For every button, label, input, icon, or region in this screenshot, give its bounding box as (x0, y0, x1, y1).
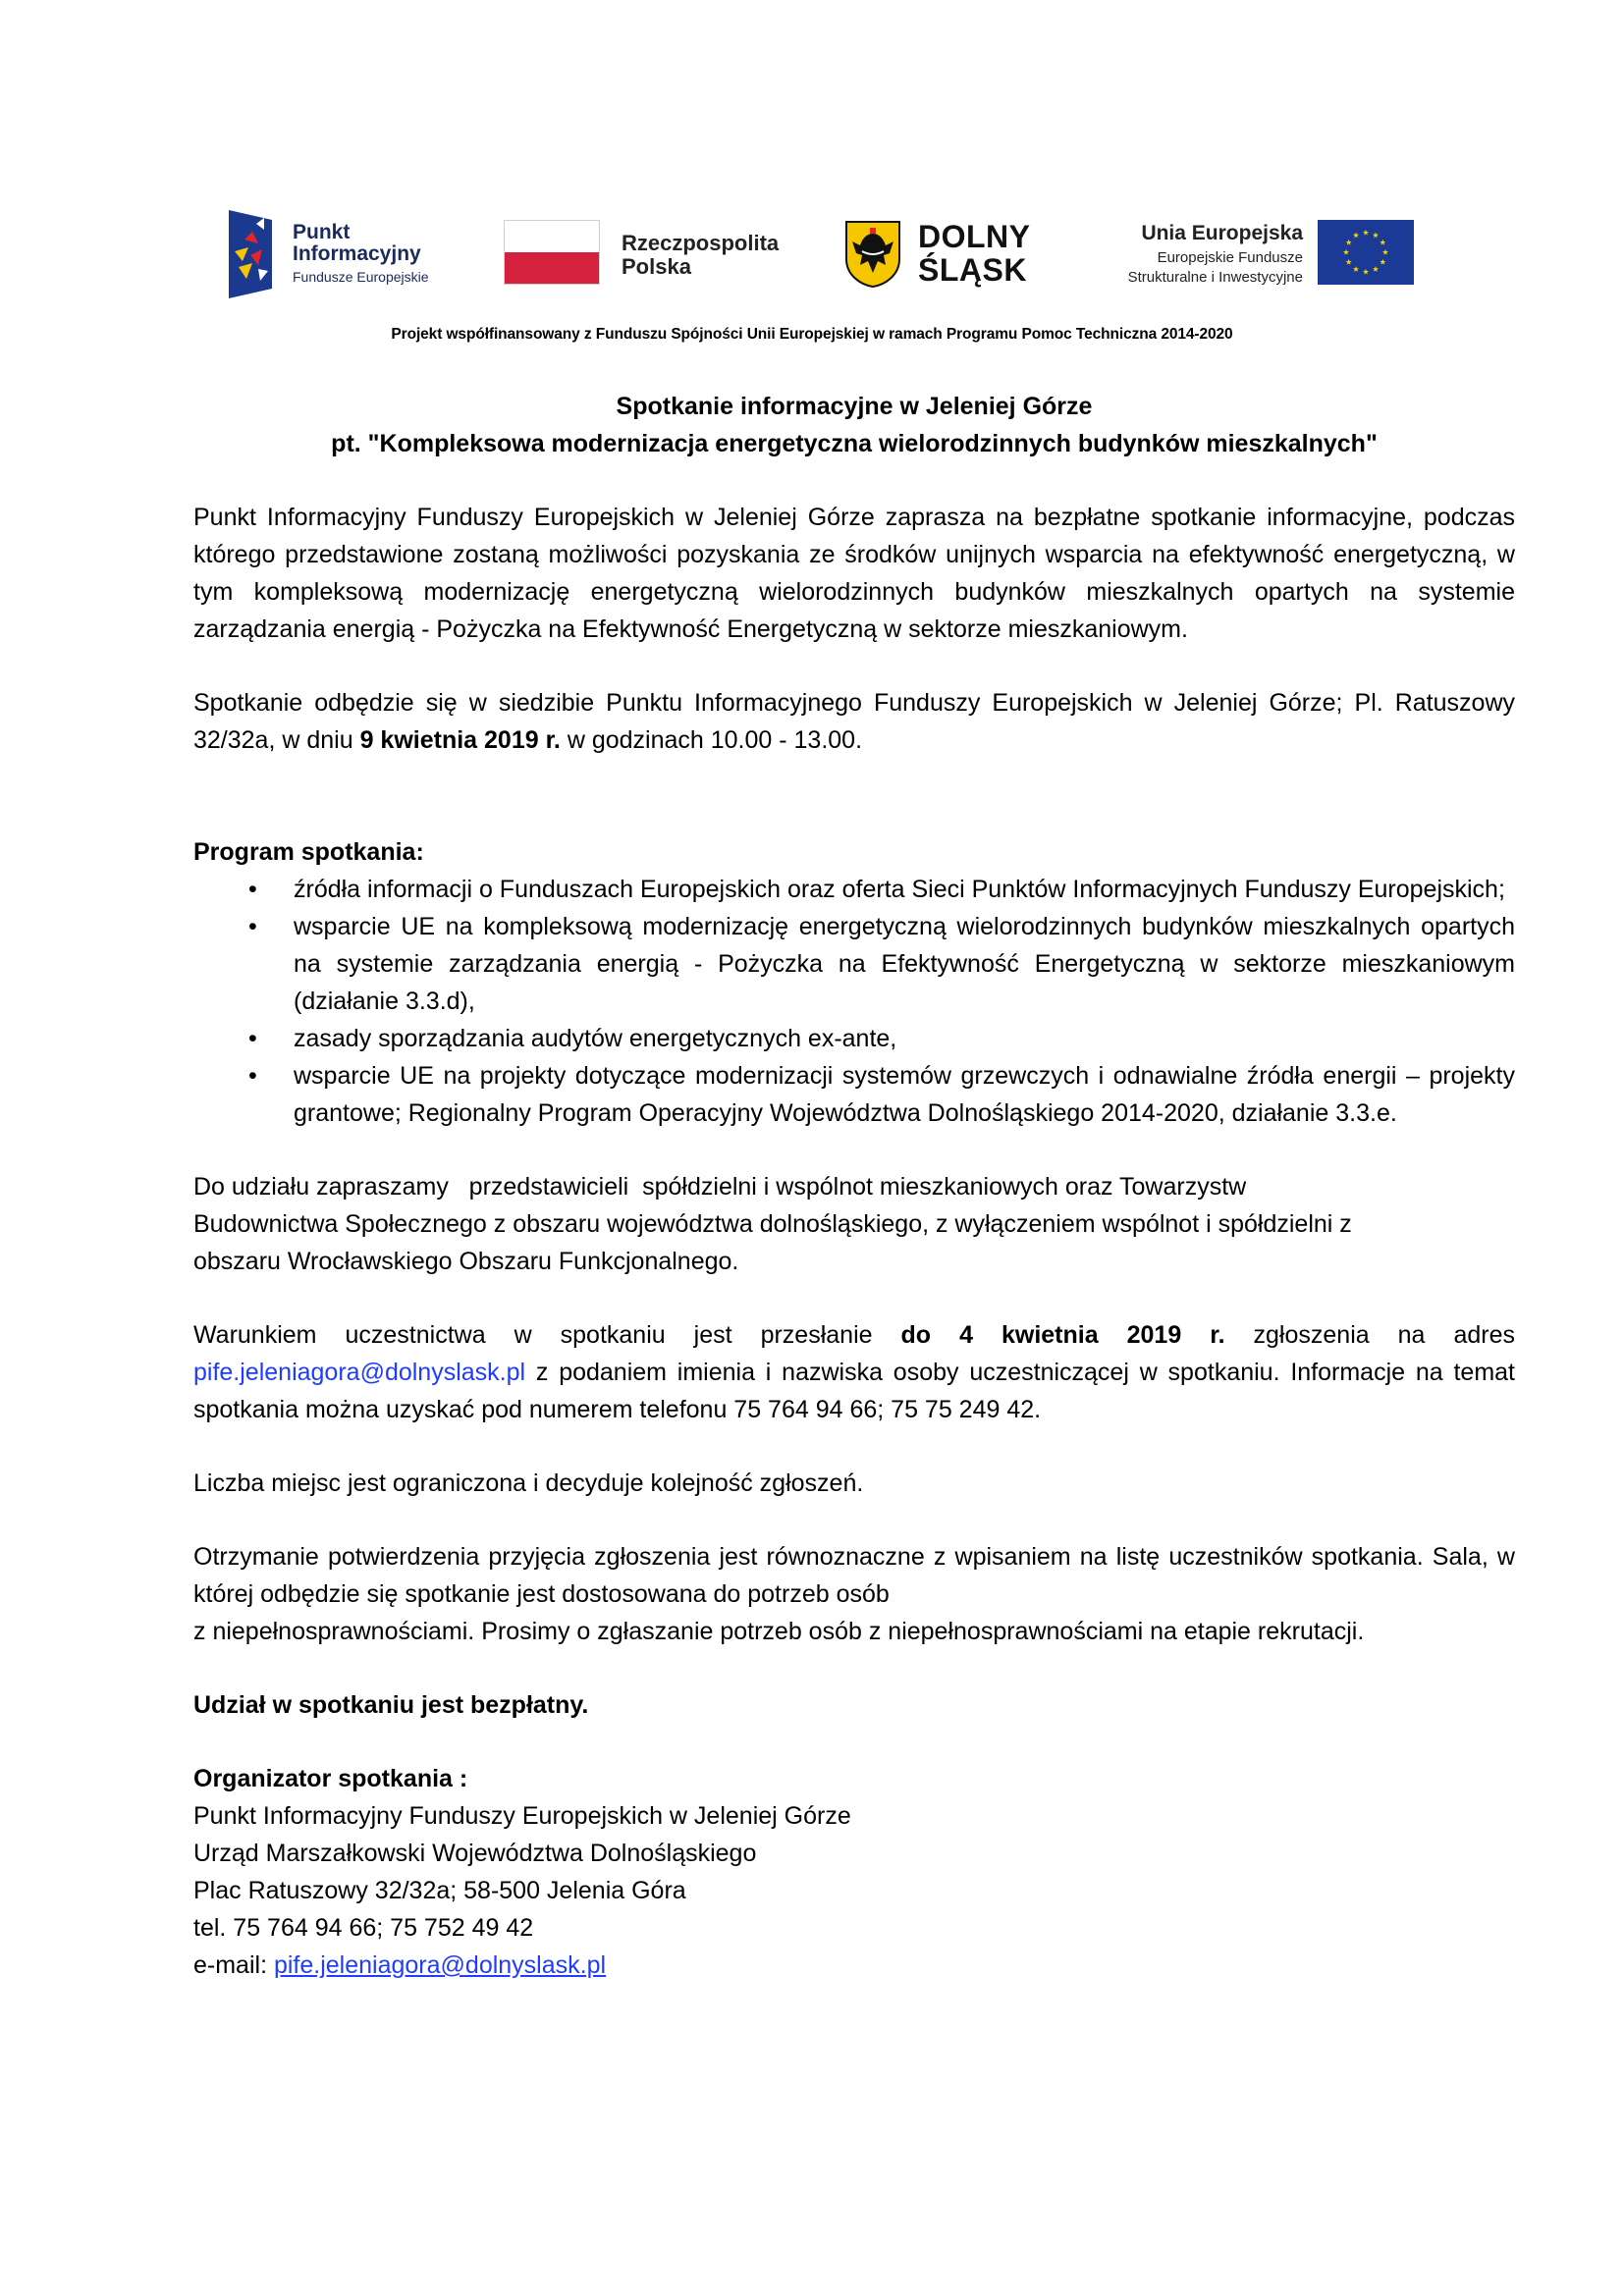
title-line2: pt. "Kompleksowa modernizacja energetyczna wielorodzinnych budynków mieszkalnych" (331, 430, 1378, 457)
program-list (193, 871, 1515, 1132)
organizer-email-line: e-mail: pife.jeleniagora@dolnyslask.pl (193, 1951, 607, 1979)
program-item: • zasady sporządzania audytów energetycznych ex-ante, (193, 1020, 1515, 1057)
ds-line2: ŚLĄSK (918, 252, 1027, 288)
bullet-icon: • (248, 1025, 257, 1052)
pi-line2: Informacyjny (293, 242, 421, 265)
unia-europejska-logo (1114, 218, 1414, 293)
pi-line1: Punkt (293, 221, 351, 243)
ue-line1: Unia Europejska (1141, 222, 1303, 244)
venue-text-1: Spotkanie odbędzie się w siedzibie Punktu Informacyjnego Funduszy Europejskich w Jeleniej Górze; Pl. Ratuszowy 32/32a, w dniu (193, 689, 1515, 754)
dolny-slask-logo (844, 218, 1051, 293)
organizer-heading: Organizator spotkania : (193, 1765, 468, 1792)
document-body (193, 388, 1515, 1984)
deadline: do 4 kwietnia 2019 r. (900, 1321, 1225, 1349)
invite-paragraph: Do udziału zapraszamy przedstawicieli spółdzielni i wspólnot mieszkaniowych oraz Towarzystw Budownictwa Społecznego z obszaru województwa dolnośląskiego, z wyłączeniem wspólnot i spółdzielni z obszaru Wrocławskiego Obszaru Funkcjonalnego. (193, 1173, 1352, 1275)
rzeczpospolita-polska-logo (504, 218, 788, 293)
organizer-line1: Punkt Informacyjny Funduszy Europejskich w Jeleniej Górze (193, 1802, 851, 1830)
logo-bar (226, 218, 1414, 293)
eu-flag-icon (1318, 220, 1414, 285)
email-link[interactable]: pife.jeleniagora@dolnyslask.pl (193, 1359, 526, 1386)
rp-line1: Rzeczpospolita (622, 231, 780, 255)
ue-line2: Europejskie Fundusze (1157, 249, 1303, 266)
bullet-icon: • (248, 913, 257, 940)
free-notice: Udział w spotkaniu jest bezpłatny. (193, 1691, 589, 1719)
rp-line2: Polska (622, 254, 691, 279)
polish-flag-icon (504, 220, 600, 285)
bullet-icon: • (248, 876, 257, 903)
limited-notice: Liczba miejsc jest ograniczona i decyduje kolejność zgłoszeń. (193, 1469, 864, 1497)
pi-line3: Fundusze Europejskie (293, 269, 429, 285)
eagle-shield-icon (844, 220, 901, 289)
ue-line3: Strukturalne i Inwestycyjne (1127, 269, 1303, 286)
confirmation-line2: z niepełnosprawnościami. Prosimy o zgłaszanie potrzeb osób z niepełnosprawnościami na etapie rekrutacji. (193, 1618, 1365, 1645)
intro-paragraph: Punkt Informacyjny Funduszy Europejskich w Jeleniej Górze zaprasza na bezpłatne spotkanie informacyjne, podczas którego przedstawione zostaną możliwości pozyskania ze środków unijnych wsparcia na efektywność energetyczną, w tym kompleksową modernizację energetyczną wielorodzinnych budynków mieszkalnych opartych na systemie zarządzania energią - Pożyczka na Efektywność Energetyczną w sektorze mieszkaniowym. (193, 504, 1515, 643)
conditions-paragraph: Warunkiem uczestnictwa w spotkaniu jest przesłanie do 4 kwietnia 2019 r. zgłoszenia na adres pife.jeleniagora@dolnyslask.pl z podaniem imienia i nazwiska osoby uczestniczącej w spotkaniu. Informacje na temat spotkania można uzyskać pod numerem telefonu 75 764 94 66; 75 75 249 42. (193, 1321, 1515, 1423)
program-item: • wsparcie UE na kompleksową modernizację energetyczną wielorodzinnych budynków mieszkalnych opartych na systemie zarządzania energią - Pożyczka na Efektywność Energetyczną w sektorze mieszkaniowym (działanie 3.3.d), (193, 908, 1515, 1020)
organizer-line2: Urząd Marszałkowski Województwa Dolnośląskiego (193, 1840, 757, 1867)
bullet-icon: • (248, 1062, 257, 1090)
punkt-informacyjny-logo (226, 218, 452, 293)
organizer-email-link[interactable]: pife.jeleniagora@dolnyslask.pl (273, 1951, 607, 1979)
venue-date: 9 kwietnia 2019 r. (359, 726, 561, 754)
program-item: • źródła informacji o Funduszach Europejskich oraz oferta Sieci Punktów Informacyjnych Funduszy Europejskich; (193, 871, 1515, 908)
ds-line1: DOLNY (918, 219, 1031, 254)
title-line1: Spotkanie informacyjne w Jeleniej Górze (616, 393, 1093, 420)
organizer-line4: tel. 75 764 94 66; 75 752 49 42 (193, 1914, 534, 1942)
program-heading: Program spotkania: (193, 838, 424, 866)
confirmation-paragraph: Otrzymanie potwierdzenia przyjęcia zgłoszenia jest równoznaczne z wpisaniem na listę uczestników spotkania. Sala, w której odbędzie się spotkanie jest dostosowana do potrzeb osób (193, 1543, 1515, 1608)
program-item: • wsparcie UE na projekty dotyczące modernizacji systemów grzewczych i odnawialne źródła energii – projekty grantowe; Regionalny Program Operacyjny Województwa Dolnośląskiego 2014-2020, działanie 3.3.e. (193, 1057, 1515, 1132)
cofinancing-note: Projekt współfinansowany z Funduszu Spójności Unii Europejskiej w ramach Programu Pomoc Techniczna 2014-2020 (391, 326, 1233, 343)
venue-text-2: w godzinach 10.00 - 13.00. (560, 726, 863, 754)
venue-paragraph (193, 684, 1515, 759)
punkt-informacyjny-emblem-icon (229, 210, 278, 298)
organizer-line3: Plac Ratuszowy 32/32a; 58-500 Jelenia Góra (193, 1877, 686, 1904)
